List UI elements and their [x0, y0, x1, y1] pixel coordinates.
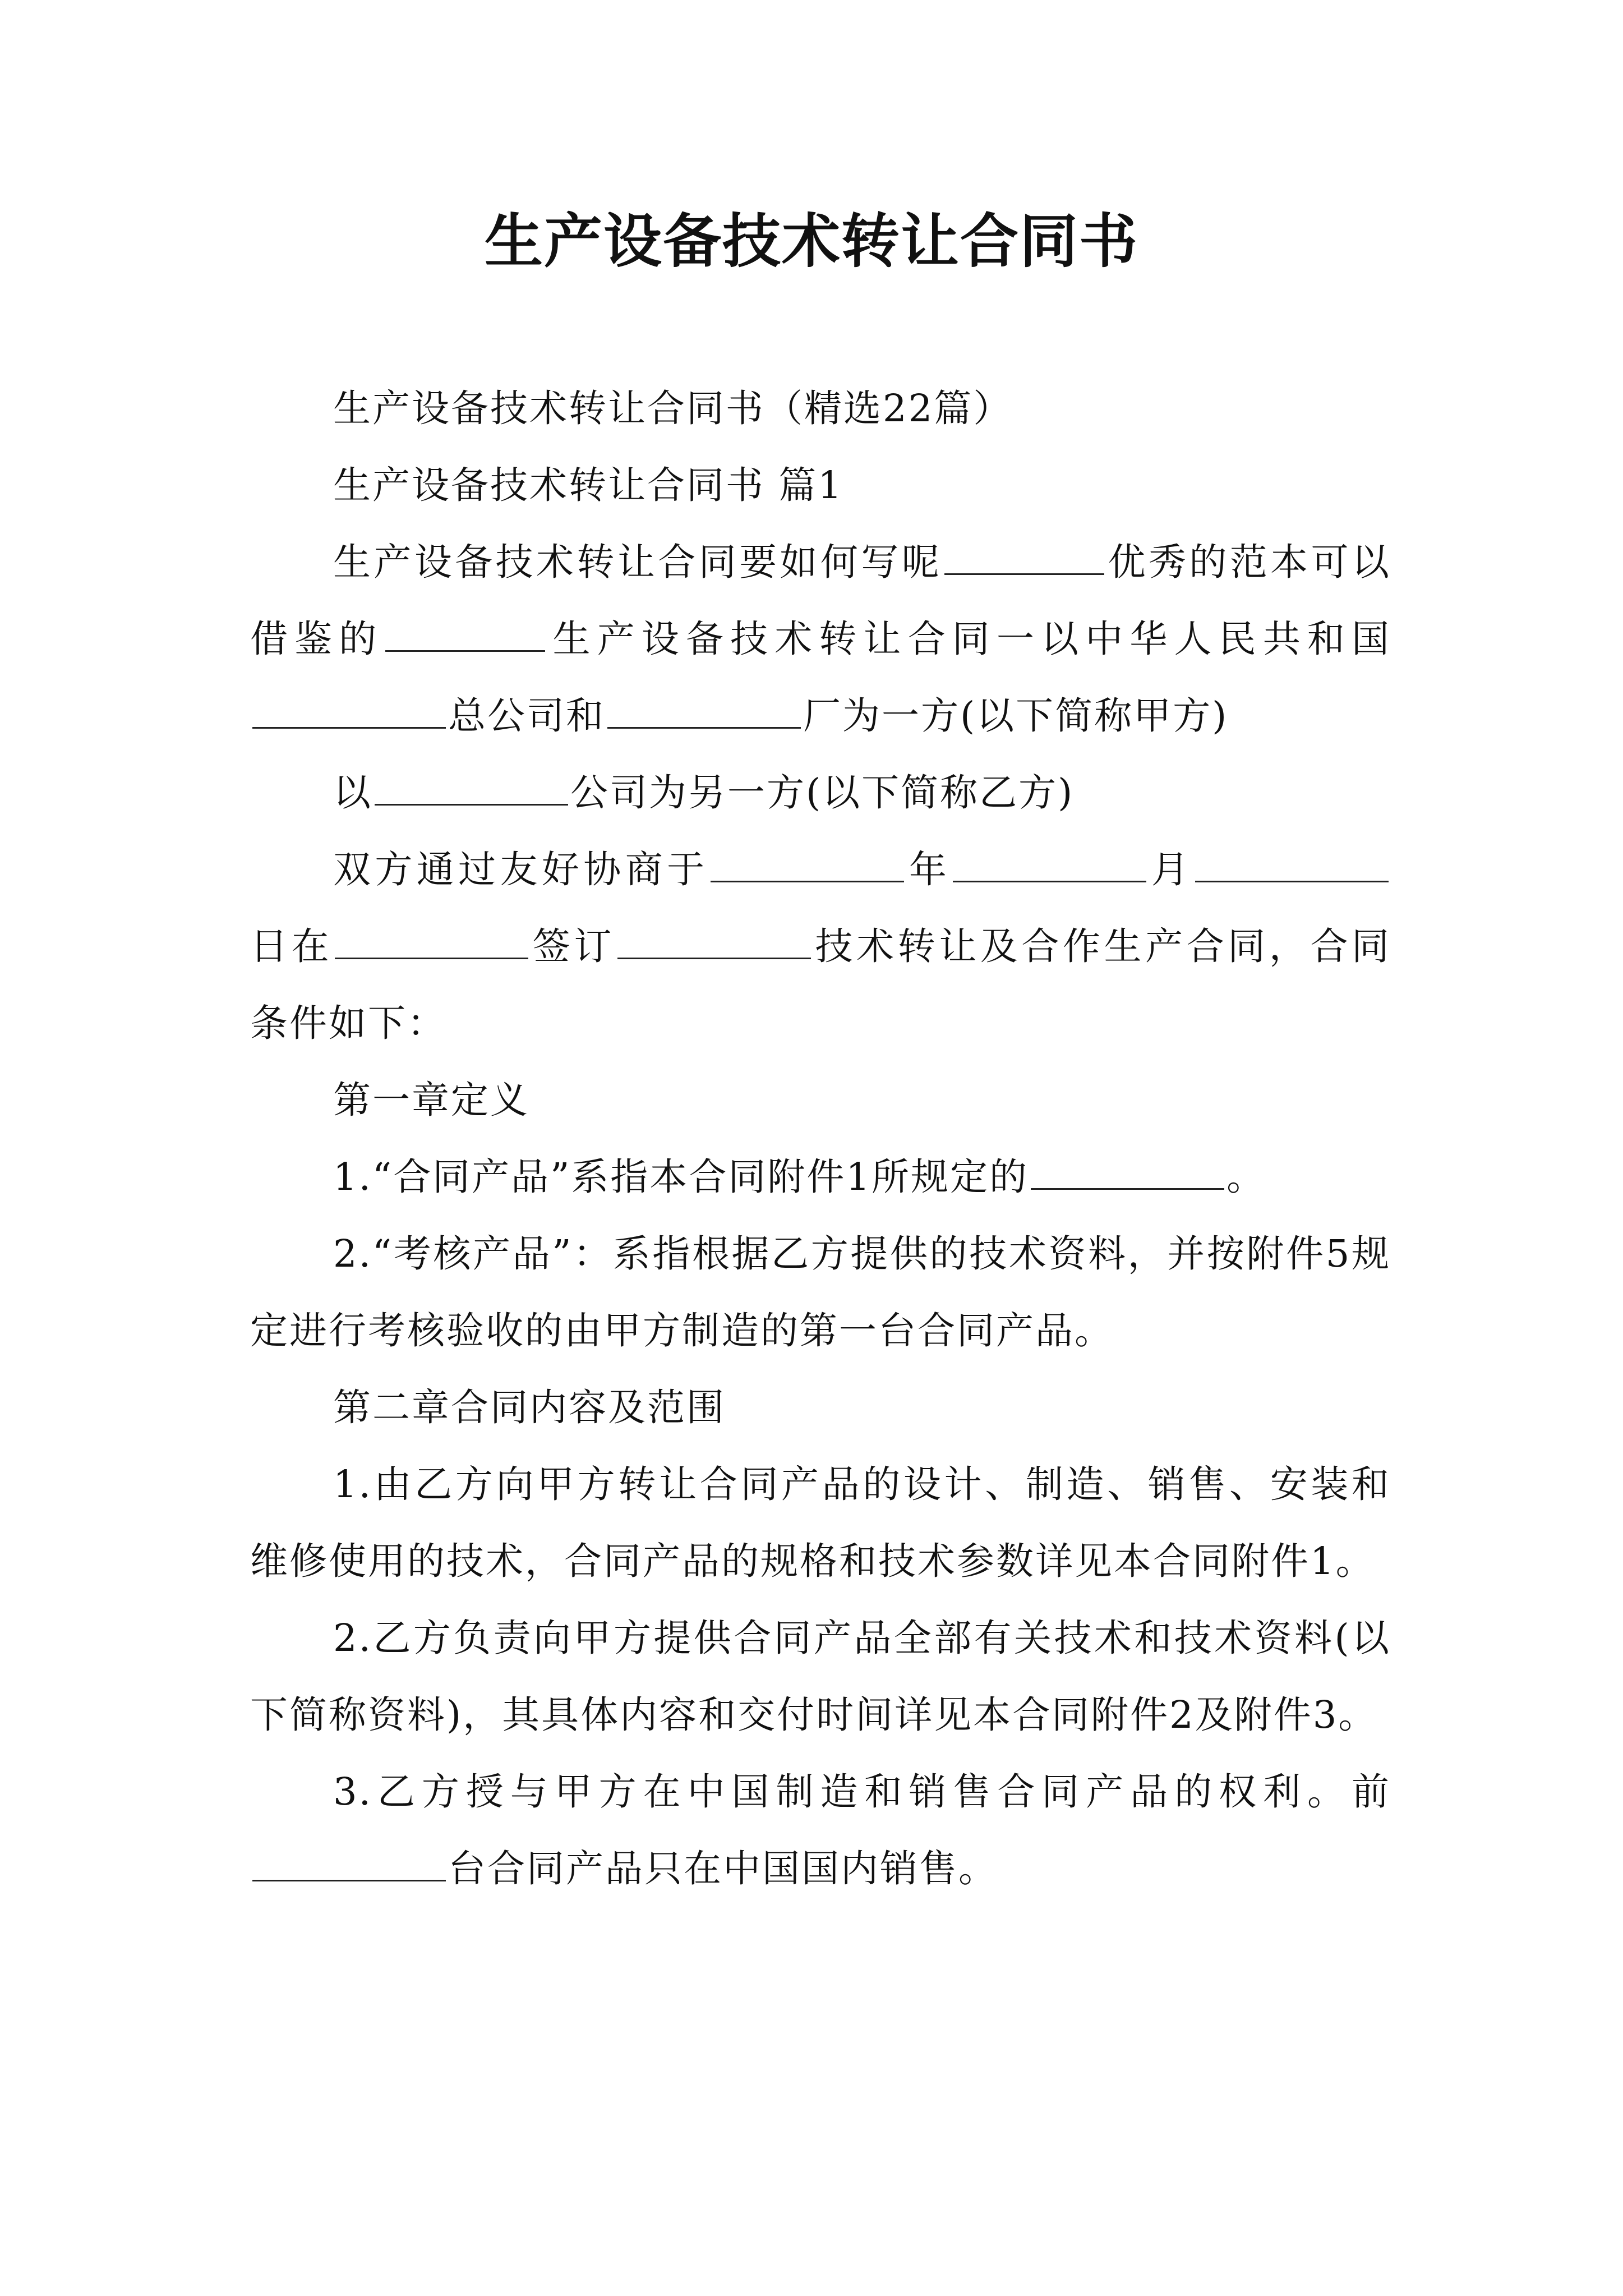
fill-in-blank [385, 616, 545, 652]
document-title: 生产设备技术转让合同书 [484, 206, 1138, 275]
clause [250, 1216, 1391, 1369]
text-segment: 双方通过友好协商于 [333, 848, 709, 891]
text-segment: 月 [1149, 848, 1193, 891]
chapter-heading [250, 1369, 1391, 1446]
text-segment: 第一章定义 [333, 1078, 529, 1122]
fill-in-blank [607, 693, 801, 729]
text-segment: 日在 [250, 924, 333, 968]
text-segment: 公司为另一方(以下简称乙方) [570, 771, 1075, 815]
fill-in-blank [711, 847, 904, 882]
clause [250, 1600, 1391, 1754]
clause [250, 1446, 1391, 1600]
text-segment: 总公司和 [448, 694, 605, 738]
text-segment: 生产设备技术转让合同书 篇1 [333, 463, 843, 507]
text-segment: 2.乙方负责向甲方提供合同产品全部有关技术和技术资料(以下简称资料)，其具体内容和交付时间详见本合同附件2及附件3。 [250, 1616, 1391, 1737]
text-segment: 年 [906, 848, 951, 891]
document-body [250, 370, 1391, 1907]
text-segment: 1.“合同产品”系指本合同附件1所规定的 [333, 1155, 1029, 1199]
chapter-heading [250, 1062, 1391, 1139]
text-segment: 以 [333, 771, 372, 815]
clause [250, 1754, 1391, 1907]
text-segment: 签订 [531, 924, 615, 968]
paragraph-party-b [250, 754, 1391, 831]
text-segment: 优秀的范本可以借鉴的 [250, 540, 1391, 661]
text-segment: 生产设备技术转让合同一以中华人民共和国 [547, 617, 1391, 661]
text-segment: 第二章合同内容及范围 [333, 1386, 726, 1429]
text-segment: 2.“考核产品”：系指根据乙方提供的技术资料，并按附件5规定进行考核验收的由甲方制造的第一台合同产品。 [250, 1232, 1391, 1352]
text-segment: 技术转让及合作生产合同，合同条件如下： [250, 924, 1391, 1045]
text-segment: 1.由乙方向甲方转让合同产品的设计、制造、销售、安装和维修使用的技术，合同产品的规格和技术参数详见本合同附件1。 [250, 1462, 1391, 1583]
fill-in-blank [252, 693, 446, 729]
fill-in-blank [1031, 1154, 1224, 1190]
clause [250, 1139, 1391, 1216]
fill-in-blank [617, 924, 811, 959]
text-segment: 生产设备技术转让合同书（精选22篇） [333, 386, 1013, 430]
fill-in-blank [252, 1846, 446, 1881]
text-segment: 。 [1227, 1155, 1266, 1199]
text-segment: 生产设备技术转让合同要如何写呢 [333, 540, 943, 584]
text-segment: 厂为一方(以下简称甲方) [803, 694, 1229, 738]
fill-in-blank [1195, 847, 1389, 882]
fill-in-blank [335, 924, 528, 959]
paragraph-subtitle [250, 370, 1391, 447]
paragraph-intro [250, 524, 1391, 754]
paragraph-section-heading [250, 447, 1391, 524]
text-segment: 台合同产品只在中国国内销售。 [448, 1847, 998, 1890]
paragraph-agreement-date [250, 831, 1391, 1062]
fill-in-blank [953, 847, 1146, 882]
fill-in-blank [375, 770, 568, 806]
text-segment: 3.乙方授与甲方在中国制造和销售合同产品的权利。前 [333, 1770, 1391, 1814]
fill-in-blank [944, 540, 1104, 575]
